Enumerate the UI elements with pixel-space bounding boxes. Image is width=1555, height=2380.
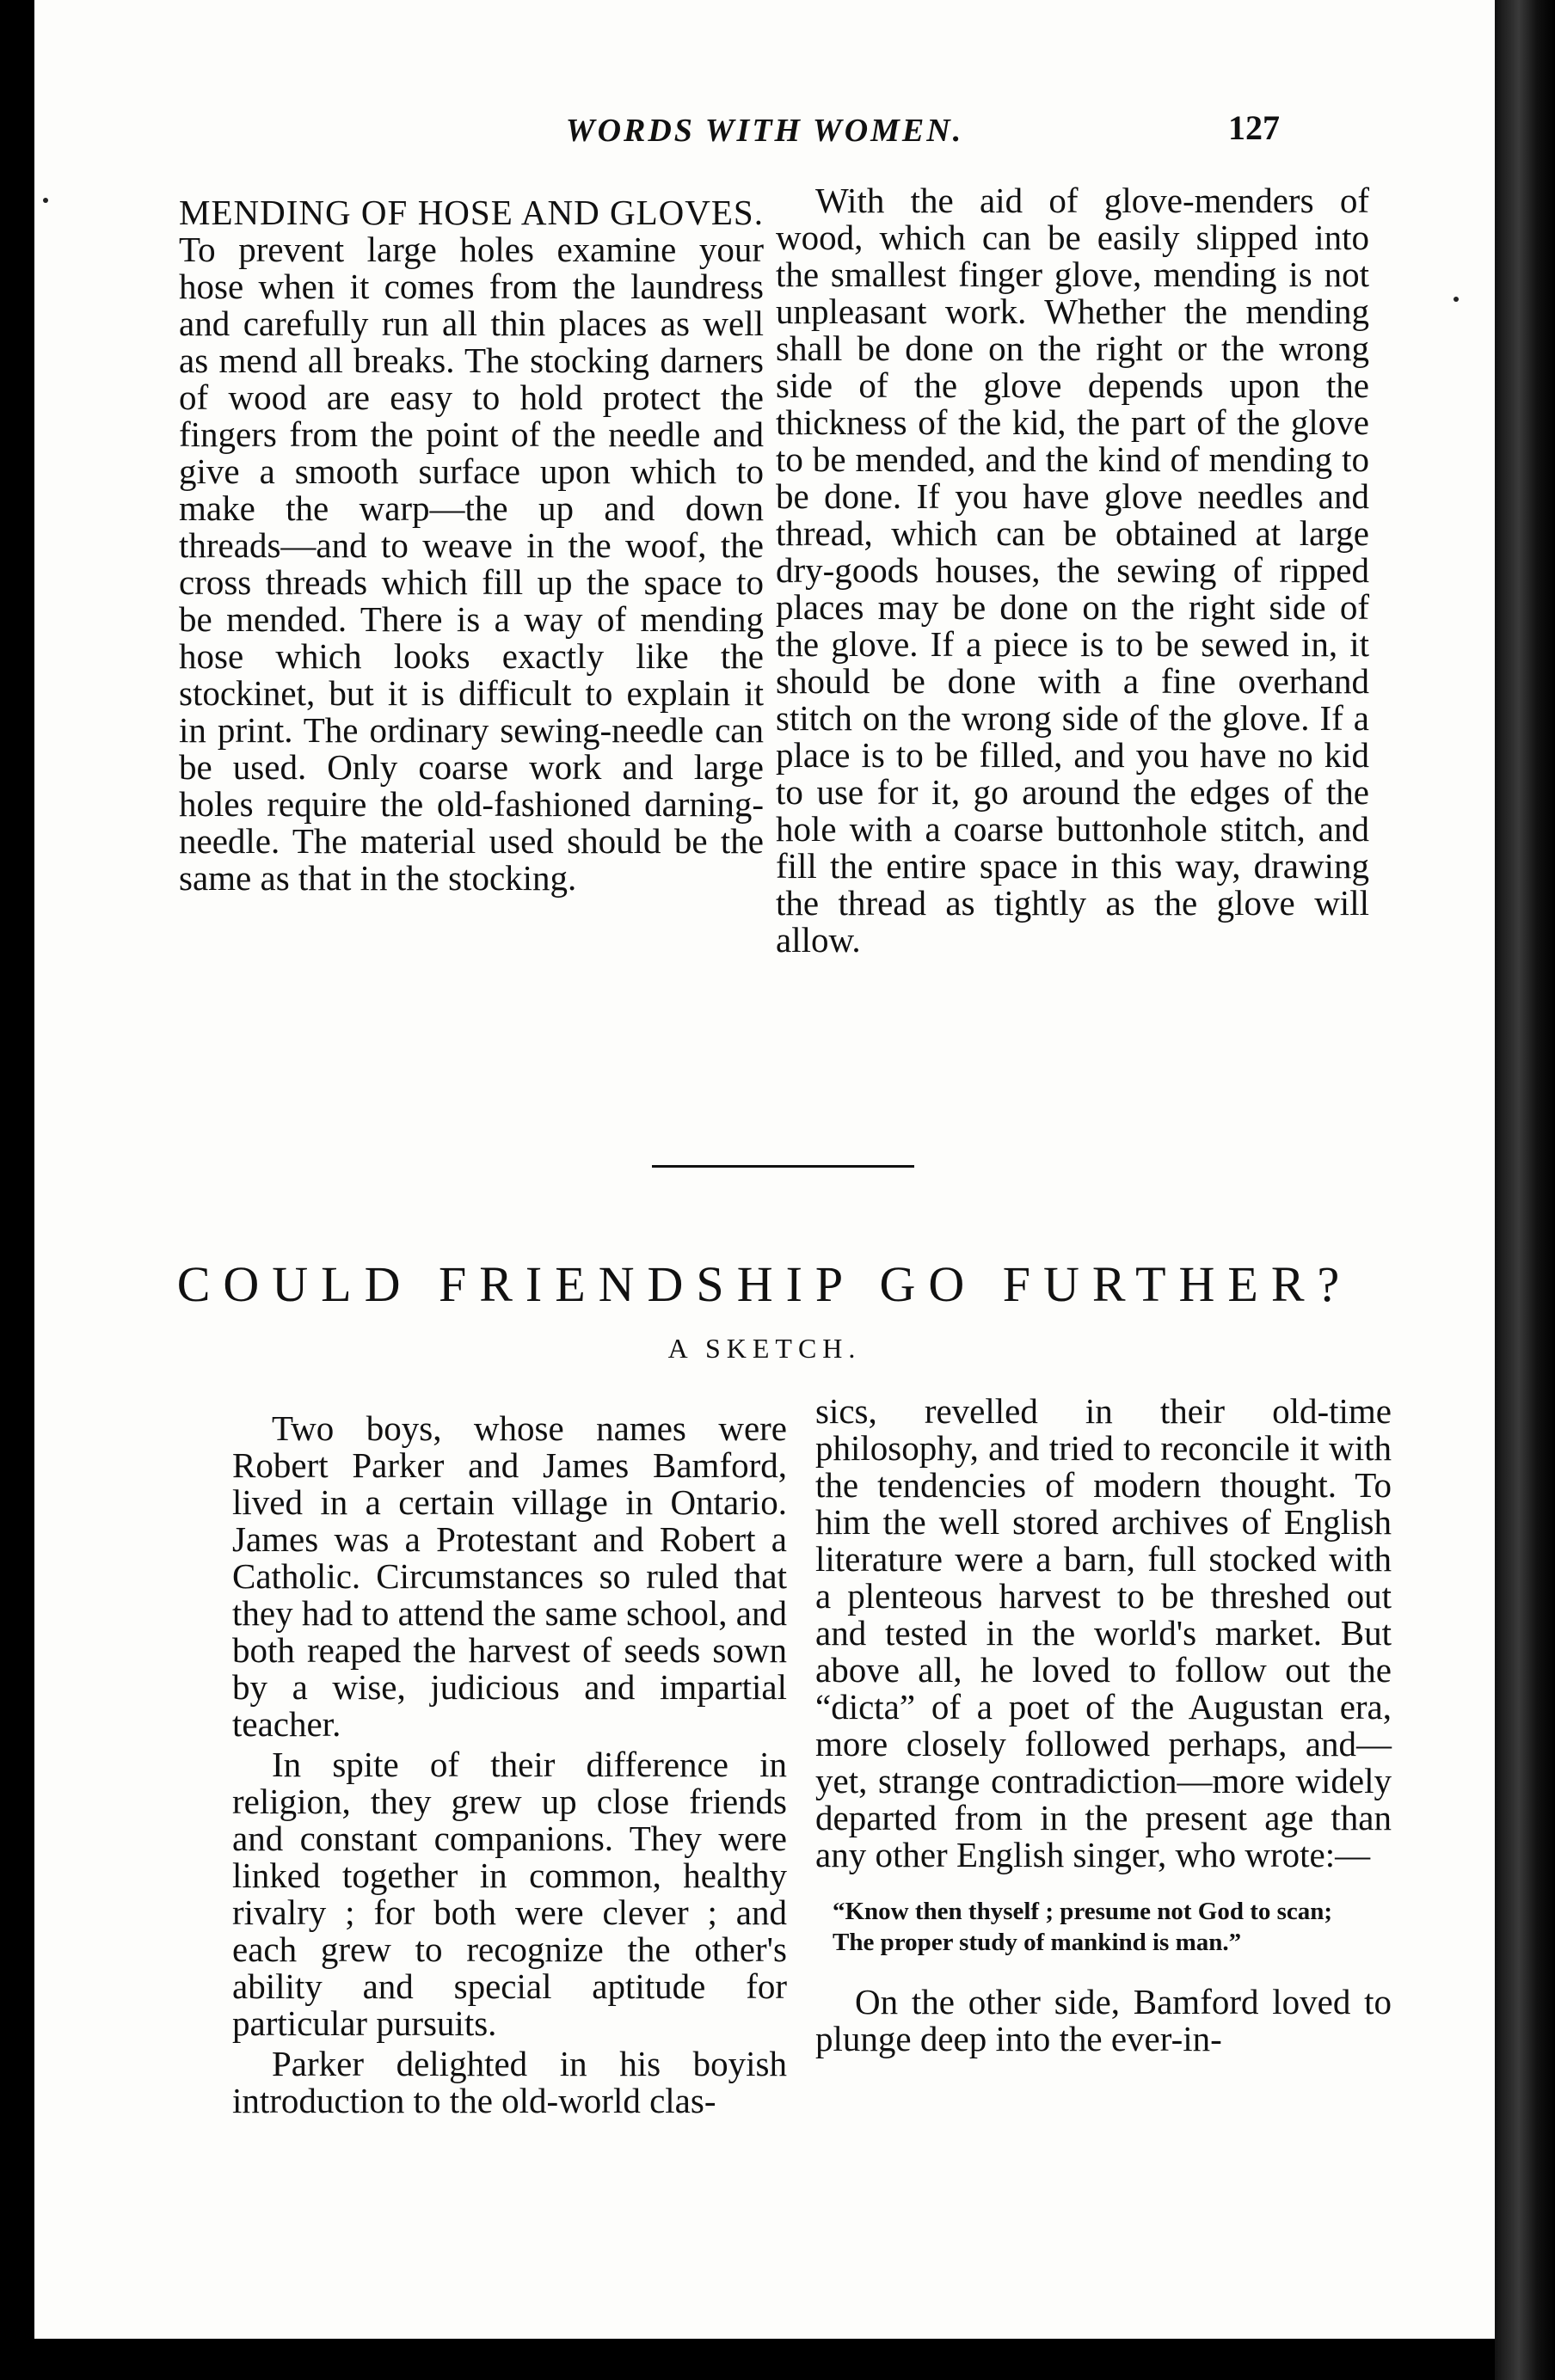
hose-heading: MENDING OF HOSE AND GLOVES. (179, 193, 764, 232)
book-spine-edge (1495, 0, 1555, 2380)
story-subtitle: A SKETCH. (667, 1333, 862, 1364)
story-paragraph-1: Two boys, whose names were Robert Parker and James Bamford, lived in a certain village in Ontario. James was a Protestant and Robert a Catholic. Circumstances so ruled that they had to attend the same school, and both reaped the harvest of seeds sown by a wise, judicious and impartial teacher. (232, 1408, 787, 1744)
page-number: 127 (1228, 108, 1280, 147)
story-paragraph-2: In spite of their difference in religion, they grew up close friends and constant companions. They were linked together in common, healthy rivalry ; for both were clever ; and each grew to recognize the other's ability and special aptitude for particular pursuits. (232, 1745, 787, 2043)
story-paragraph-5: On the other side, Bamford loved to plunge deep into the ever-in- (815, 1982, 1392, 2058)
scan-left-border (0, 0, 34, 2380)
scan-speck (1454, 297, 1459, 302)
hose-column-right (776, 182, 1369, 962)
story-title: COULD FRIENDSHIP GO FURTHER? (176, 1256, 1353, 1312)
scan-speck (43, 198, 48, 203)
story-paragraph-4: sics, revelled in their old-time philosophy, and tried to reconcile it with the tendencies of modern thought. To him the well stored archives of English literature were a barn, full stocked with a plenteous harvest to be threshed out and tested in the world's market. But above all, he loved to follow out the “dicta” of a poet of the Augustan era, more closely followed perhaps, and—yet, strange contradiction—more widely departed from in the present age than any other English singer, who wrote:— (815, 1391, 1392, 1874)
hose-paragraph (179, 194, 764, 897)
book-page (34, 0, 1495, 2339)
quote-line-2: The proper study of mankind is man.” (833, 1929, 1242, 1956)
quote-line-1: “Know then thyself ; presume not God to scan; (833, 1898, 1333, 1925)
hose-column-left (179, 194, 764, 900)
pope-quotation (833, 1896, 1392, 1958)
story-paragraph-3: Parker delighted in his boyish introduction to the old-world clas- (232, 2044, 787, 2120)
running-head: WORDS WITH WOMEN. (565, 113, 964, 149)
section-divider (652, 1165, 914, 1168)
page-content (34, 0, 1495, 2339)
story-column-left (232, 1410, 787, 2123)
story-column-right (815, 1393, 1392, 2061)
glove-paragraph: With the aid of glove-menders of wood, which can be easily slipped into the smallest finger glove, mending is not unpleasant work. Whether the mending shall be done on the right or the wrong side of the glove depends upon the thickness of the kid, the part of the glove to be mended, and the kind of mending to be done. If you have glove needles and thread, which can be obtained at large dry-goods houses, the sewing of ripped places may be done on the right side of the glove. If a piece is to be sewed in, it should be done with a fine overhand stitch on the wrong side of the glove. If a place is to be filled, and you have no kid to use for it, go around the edges of the hole with a coarse buttonhole stitch, and fill the entire space in this way, drawing the thread as tightly as the glove will allow. (776, 181, 1369, 960)
hose-body-left: To prevent large holes examine your hose when it comes from the laundress and carefully run all thin places as well as mend all breaks. The stocking darners of wood are easy to hold protect the fingers from the point of the needle and give a smooth surface upon which to make the warp—the up and down threads—and to weave in the woof, the cross threads which fill up the space to be mended. There is a way of mending hose which looks exactly like the stockinet, but it is difficult to explain it in print. The ordinary sewing-needle can be used. Only coarse work and large holes require the old-fashioned darning-needle. The material used should be the same as that in the stocking. (179, 230, 764, 898)
